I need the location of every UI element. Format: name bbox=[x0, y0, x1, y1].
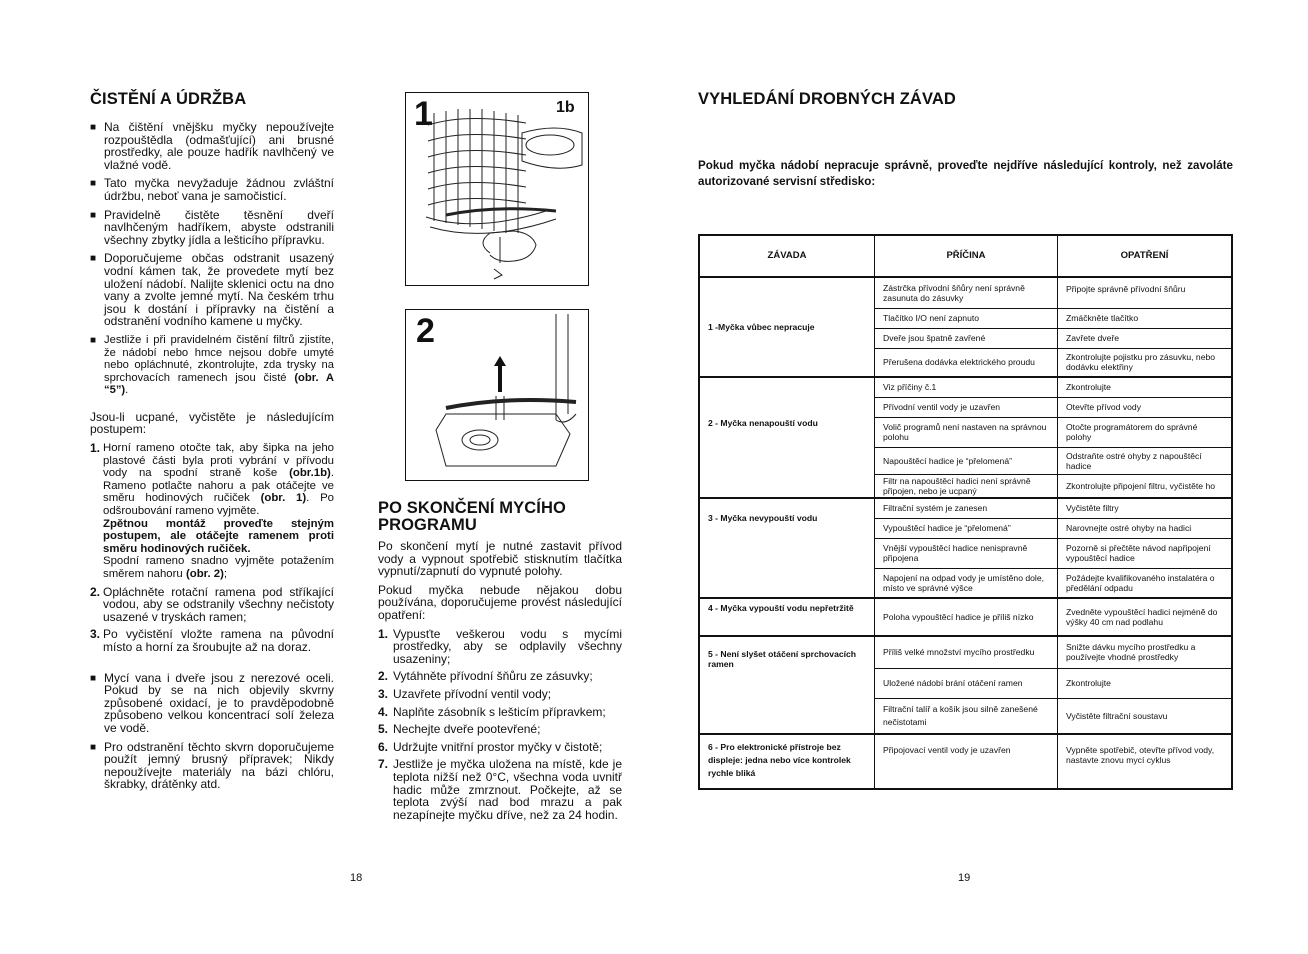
cleaning-heading: ČISTĚNÍ A ÚDRŽBA bbox=[90, 90, 247, 108]
cause-cell: Přívodní ventil vody je uzavřen bbox=[875, 397, 1058, 417]
page-number-right: 19 bbox=[958, 872, 971, 884]
remedy-cell: Zkontrolujte bbox=[1058, 668, 1233, 698]
bullet-item: ■ Mycí vana i dveře jsou z nerezové oceli. Pokud by se na nich objevily skvrny způsobené oxidací, je to pravděpodobně způsobeno velkou koncentrací solí železa ve vodě. bbox=[90, 670, 334, 735]
fault-cell: 2 - Myčka nenapouští vodu bbox=[699, 377, 875, 498]
fault-cell: 1 -Myčka vůbec nepracuje bbox=[699, 277, 875, 377]
column-header: OPATŘENÍ bbox=[1058, 235, 1233, 277]
remedy-cell: Otevřte přívod vody bbox=[1058, 397, 1233, 417]
table-row bbox=[699, 277, 1232, 308]
table-header-row bbox=[699, 235, 1232, 277]
list-item: 1. Vypusťte veškerou vodu s mycími prostředky, aby se odplavily všechny usazeniny; bbox=[378, 626, 622, 666]
cleaning-intro: Jsou-li ucpané, vyčistěte je následujícím postupem: bbox=[90, 409, 334, 437]
remedy-cell: Zkontrolujte bbox=[1058, 377, 1233, 397]
table-row bbox=[699, 498, 1232, 518]
after-program-p1: Po skončení mytí je nutné zastavit přívod vody a vypnout spotřebič stisknutím tlačítka vypnutí/zapnutí do vypnuté polohy. bbox=[378, 539, 622, 579]
fault-cell: 5 - Není slyšet otáčení sprchovacích ramen bbox=[699, 636, 875, 734]
cause-cell: Vnější vypouštěcí hadice nenispravně připojena bbox=[875, 538, 1058, 568]
figure-1-number: 1 bbox=[414, 95, 433, 133]
remedy-cell: Zvedněte vypouštěcí hadici nejméně do výšky 40 cm nad podlahu bbox=[1058, 598, 1233, 636]
remedy-cell: Vyčistěte filtry bbox=[1058, 498, 1233, 518]
bullet-item: ■ Tato myčka nevyžaduje žádnou zvláštní údržbu, neboť vana je samočisticí. bbox=[90, 176, 334, 203]
remedy-cell: Snižte dávku mycího prostředku a používejte vhodné prostředky bbox=[1058, 636, 1233, 668]
page-number-left: 18 bbox=[350, 872, 363, 884]
fault-cell: 3 - Myčka nevypouští vodu bbox=[699, 498, 875, 598]
cause-cell: Přerušena dodávka elektrického proudu bbox=[875, 348, 1058, 377]
column-header: ZÁVADA bbox=[699, 235, 875, 277]
list-item: 4. Naplňte zásobník s lešticím přípravkem; bbox=[378, 704, 606, 719]
square-bullet-icon: ■ bbox=[90, 334, 97, 346]
list-item: 6. Udržujte vnitřní prostor myčky v čistotě; bbox=[378, 739, 603, 754]
cause-cell: Dveře jsou špatně zavřené bbox=[875, 328, 1058, 348]
list-item: 7. Jestliže je myčka uložena na místě, kde je teplota nižší než 0°C, všechna voda uvnitř hadic může zmrznout. Počkejte, až se teplota zvýší nad bod mrazu a pak nezapínejte myčku dříve, než za 24 hodin. bbox=[378, 757, 622, 822]
remedy-cell: Vyčistěte filtrační soustavu bbox=[1058, 698, 1233, 734]
remedy-cell: Zmáčkněte tlačítko bbox=[1058, 308, 1233, 328]
cause-cell: Zástrčka přívodní šňůry není správně zasunuta do zásuvky bbox=[875, 277, 1058, 308]
cause-cell: Filtrační talíř a košík jsou silně zanešené nečistotami bbox=[875, 698, 1058, 734]
table-row bbox=[699, 377, 1232, 397]
cause-cell: Poloha vypouštěcí hadice je příliš nízko bbox=[875, 598, 1058, 636]
cause-cell: Napouštěcí hadice je “přelomená” bbox=[875, 447, 1058, 474]
cause-cell: Připojovací ventil vody je uzavřen bbox=[875, 734, 1058, 789]
column-header: PŘÍČINA bbox=[875, 235, 1058, 277]
after-program-title bbox=[378, 500, 622, 534]
remedy-cell: Zkontrolujte připojení filtru, vyčistěte ho bbox=[1058, 474, 1233, 498]
bullet-item: ■ Pro odstranění těchto skvrn doporučujeme použít jemný brusný přípravek; Nikdy nepoužívejte materiály na bázi chlóru, škrabky, drátěnky atd. bbox=[90, 739, 334, 792]
figure-2-number: 2 bbox=[416, 312, 435, 350]
figure-1 bbox=[405, 92, 589, 286]
remedy-cell: Vypněte spotřebič, otevřte přívod vody, nastavte znovu mycí cyklus bbox=[1058, 734, 1233, 789]
up-arrow-icon bbox=[494, 356, 506, 392]
cause-cell: Filtrační systém je zanesen bbox=[875, 498, 1058, 518]
cleaning-section bbox=[90, 121, 334, 797]
fault-cell: 4 - Myčka vypouští vodu nepřetržitě bbox=[699, 598, 875, 636]
after-program-heading: PO SKONČENÍ MYCÍHO PROGRAMU bbox=[378, 499, 566, 534]
cause-cell: Tlačítko I/O není zapnuto bbox=[875, 308, 1058, 328]
cause-cell: Napojení na odpad vody je umístěno dole, místo ve správné výšce bbox=[875, 568, 1058, 598]
step-item: 3. Po vyčistění vložte ramena na původní místo a horní za šroubujte až na doraz. bbox=[90, 627, 334, 654]
list-item: 2. Vytáhněte přívodní šňůru ze zásuvky; bbox=[378, 669, 593, 684]
square-bullet-icon: ■ bbox=[90, 741, 97, 753]
troubleshooting-heading: VYHLEDÁNÍ DROBNÝCH ZÁVAD bbox=[698, 90, 956, 108]
table-row bbox=[699, 636, 1232, 668]
bullet-item: ■ Jestliže i při pravidelném čistění filtrů zjistíte, že nádobí nebo hmce nejsou dobře umyté nebo opláchnuté, zkontrolujte, zda trysky na sprchovacích ramenech jsou čisté (obr. A “5”). bbox=[90, 333, 334, 397]
cause-cell: Filtr na napouštěcí hadici není správně připojen, nebo je ucpaný bbox=[875, 474, 1058, 498]
remedy-cell: Požádejte kvalifikovaného instalatéra o předělání odpadu bbox=[1058, 568, 1233, 598]
cause-cell: Viz příčiny č.1 bbox=[875, 377, 1058, 397]
remedy-cell: Otočte programátorem do správné polohy bbox=[1058, 417, 1233, 447]
square-bullet-icon: ■ bbox=[90, 672, 97, 684]
table-row bbox=[699, 734, 1232, 789]
after-program-section bbox=[378, 540, 622, 826]
cause-cell: Uložené nádobí brání otáčení ramen bbox=[875, 668, 1058, 698]
figure-1b-label: 1b bbox=[556, 99, 575, 116]
bullet-item: ■ Na čištění vnějšku myčky nepoužívejte rozpouštědla (odmašťující) ani brusné prostředky, ale pouze hadřík navlhčený ve vlažné vodě. bbox=[90, 120, 334, 172]
remedy-cell: Odstraňte ostré ohyby z napouštěcí hadice bbox=[1058, 447, 1233, 474]
lower-arm-illustration bbox=[406, 310, 588, 480]
remedy-cell: Připojte správně přívodní šňůru bbox=[1058, 277, 1233, 308]
remedy-cell: Zavřete dveře bbox=[1058, 328, 1233, 348]
list-item: 5. Nechejte dveře pootevřené; bbox=[378, 722, 541, 737]
cleaning-title bbox=[90, 90, 246, 109]
step-item: 2. Opláchněte rotační ramena pod stříkající vodou, aby se odstranily všechny nečistoty usazené v tryskách ramen; bbox=[90, 584, 334, 624]
troubleshooting-table bbox=[698, 234, 1233, 790]
troubleshooting-intro: Pokud myčka nádobí nepracuje správně, proveďte nejdříve následující kontroly, než zavoláte autorizované servisní středisko: bbox=[698, 159, 1233, 188]
square-bullet-icon: ■ bbox=[90, 209, 97, 221]
bullet-item: ■ Pravidelně čistěte těsnění dveří navlhčeným hadříkem, abyste odstranili všechny zbytky jídla a lešticího přípravku. bbox=[90, 207, 334, 247]
cause-cell: Volič programů není nastaven na správnou polohu bbox=[875, 417, 1058, 447]
step-item: 1. Horní rameno otočte tak, aby šipka na jeho plastové části byla proti vybrání v přívodu vody na spodní straně koše (obr.1b). Rameno potlačte nahoru a pak otáčejte ve směru hodinových ručiček (obr. 1). Po odšroubování rameno vyjměte. Zpětnou montáž proveďte stejným postupem, ale otáčejte ramenem proti směru hodinových ručiček. Spodní rameno snadno vyjměte potažením směrem nahoru (obr. 2); bbox=[90, 441, 334, 580]
fault-cell: 6 - Pro elektronické přístroje bez displeje: jedna nebo více kontrolek rychle bliká bbox=[699, 734, 875, 789]
figure-2 bbox=[405, 309, 589, 481]
remedy-cell: Pozorně si přečtěte návod napřipojení vypouštěcí hadice bbox=[1058, 538, 1233, 568]
remedy-cell: Narovnejte ostré ohyby na hadici bbox=[1058, 518, 1233, 538]
square-bullet-icon: ■ bbox=[90, 178, 97, 190]
troubleshooting-title bbox=[698, 90, 956, 109]
square-bullet-icon: ■ bbox=[90, 253, 97, 265]
table-row bbox=[699, 598, 1232, 636]
list-item: 3. Uzavřete přívodní ventil vody; bbox=[378, 686, 552, 701]
cause-cell: Příliš velké množství mycího prostředku bbox=[875, 636, 1058, 668]
remedy-cell: Zkontrolujte pojistku pro zásuvku, nebo dodávku elektřiny bbox=[1058, 348, 1233, 377]
cause-cell: Vypouštěcí hadice je “přelomená” bbox=[875, 518, 1058, 538]
upper-rack-illustration bbox=[406, 93, 588, 285]
after-program-p2: Pokud myčka nebude nějakou dobu používána, doporučujeme provést následující opatření: bbox=[378, 582, 622, 622]
square-bullet-icon: ■ bbox=[90, 122, 97, 133]
bullet-item: ■ Doporučujeme občas odstranit usazený vodní kámen tak, že provedete mytí bez uložení nádobí. Nalijte sklenici octu na dno vany a zvolte jemné mytí. Na českém trhu jsou k dostání i přípravky na čistění a odstranění vodního kamene u myčky. bbox=[90, 251, 334, 329]
